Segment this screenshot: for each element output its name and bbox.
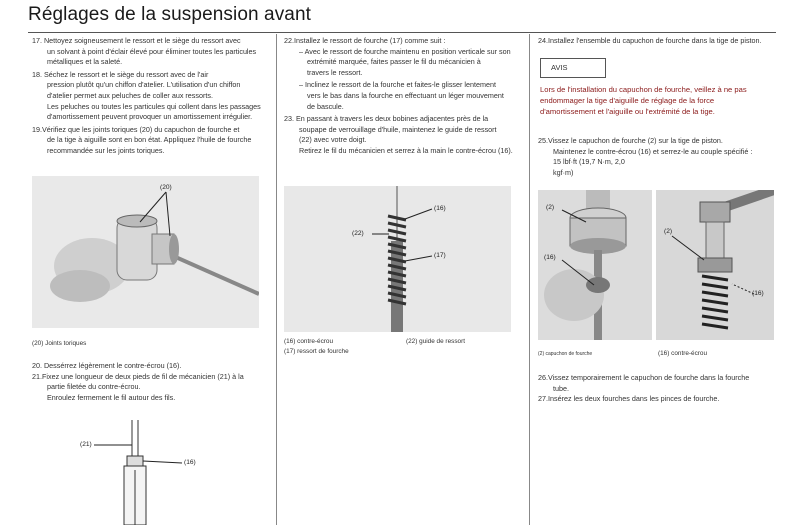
step-26-line-1: 26.Vissez temporairement le capuchon de fourche dans la fourche <box>538 373 750 382</box>
column-divider-2 <box>529 34 530 525</box>
step-22: 22.Installez le ressort de fourche (17) comme suit : <box>284 36 446 45</box>
warning-text <box>540 84 760 117</box>
title-rule <box>28 32 776 33</box>
step-21-line-2: partie filetée du contre-écrou. <box>47 382 141 392</box>
bullet-1-line-2: extrémité marquée, faites passer le fil du mécanicien à <box>307 57 481 67</box>
step-18-line-2: pression plutôt qu'un chiffon d'atelier. L'utilisation d'un chiffon <box>47 80 241 90</box>
step-19-line-3: recommandée sur les joints toriques. <box>47 145 165 155</box>
bullet-2-line-3: de bascule. <box>307 101 344 111</box>
fig3-label-17: (17) <box>434 252 446 259</box>
warning-line-1: Lors de l'installation du capuchon de fourche, veillez à ne pas <box>540 85 747 94</box>
fig4a-label-16: (16) <box>544 254 556 261</box>
fig4b-label-2: (2) <box>664 228 673 235</box>
fig3-caption-22: (22) guide de ressort <box>406 338 465 345</box>
fig4a-label-2: (2) <box>546 204 555 211</box>
figure-fork-cap <box>538 190 652 340</box>
column-divider-1 <box>276 34 277 525</box>
step-21-line-1: 21.Fixez une longueur de deux pieds de fil de mécanicien (21) à la <box>32 371 244 381</box>
fig1-label-20: (20) <box>160 184 172 191</box>
figure-torque-wrench <box>656 190 774 340</box>
bullet-1-line-1: – Avec le ressort de fourche maintenu en position verticale sur son <box>299 46 511 56</box>
step-17-line-3: métalliques et la saleté. <box>47 57 123 67</box>
spring-illustration <box>284 186 511 332</box>
step-17-line-2: un solvant à point d'éclair élevé pour éliminer toutes les particules <box>47 46 257 56</box>
o-ring-illustration <box>32 176 259 328</box>
step-18-line-1: 18. Séchez le ressort et le siège du ressort avec de l'air <box>32 69 209 79</box>
step-25-line-3: 15 lbf·ft (19,7 N·m, 2,0 <box>553 157 625 167</box>
step-25-line-4: kgf·m) <box>553 167 574 177</box>
col1-text-top <box>32 36 272 157</box>
fig4-caption-16: (16) contre-écrou <box>658 350 708 357</box>
step-25-line-2: Maintenez le contre-écrou (16) et serrez-le au couple spécifié : <box>553 146 753 156</box>
wire-illustration <box>32 420 259 525</box>
step-21-line-3: Enroulez fermement le fil autour des fils. <box>47 392 176 402</box>
fork-cap-illustration <box>538 190 652 340</box>
warning-line-2: endommager la tige d'aiguille de réglage de la force <box>540 96 715 105</box>
step-20: 20. Dessérrez légèrement le contre-écrou (16). <box>32 361 182 370</box>
step-27: 27.Insérez les deux fourches dans les pinces de fourche. <box>538 394 720 404</box>
fig1-caption: (20) Joints toriques <box>32 340 87 347</box>
fig3-label-22: (22) <box>352 230 364 237</box>
step-18-line-3: d'atelier permet aux peluches de coller aux ressorts. <box>47 90 213 100</box>
step-23-line-4: Retirez le fil du mécanicien et serrez à la main le contre-écrou (16). <box>299 145 513 155</box>
step-26-line-2: tube. <box>553 383 569 393</box>
step-19-line-2: de la tige à aiguille sont en bon état. Appliquez l'huile de fourche <box>47 135 252 145</box>
col2-text <box>284 36 524 157</box>
step-23-line-3: (22) avec votre doigt. <box>299 135 367 145</box>
fig3-caption-17: (17) ressort de fourche <box>284 348 349 355</box>
step-19-line-1: 19.Vérifiez que les joints toriques (20) du capuchon de fourche et <box>32 124 240 134</box>
step-18-line-5: d'amortissement peuvent provoquer un amortissement irrégulier. <box>47 112 253 122</box>
step-25-line-1: 25.Vissez le capuchon de fourche (2) sur la tige de piston. <box>538 136 723 145</box>
fig3-label-16: (16) <box>434 205 446 212</box>
step-25-block <box>538 136 778 178</box>
bullet-2-line-2: vers le bas dans la fourche en effectuant un léger mouvement <box>307 90 504 100</box>
fig4-caption-2: (2) capuchon de fourche <box>538 351 593 357</box>
bullet-2-line-1: – Inclinez le ressort de la fourche et faites-le glisser lentement <box>299 80 496 90</box>
fig2-label-21: (21) <box>80 441 92 448</box>
figure-o-rings <box>32 176 259 328</box>
col3-text-bottom <box>538 373 778 405</box>
bullet-1-line-3: travers le ressort. <box>307 67 363 77</box>
step-23-line-1: 23. En passant à travers les deux bobines adjacentes près de la <box>284 114 489 124</box>
warning-line-3: d'amortissement et l'aiguille ou l'extrémité de la tige. <box>540 107 715 116</box>
wrench-illustration <box>656 190 774 340</box>
step-24: 24.Installez l'ensemble du capuchon de fourche dans la tige de piston. <box>538 36 762 45</box>
fig4b-label-16: (16) <box>752 290 764 297</box>
fig3-caption-16: (16) contre-écrou <box>284 338 334 345</box>
step-18-line-4: Les peluches ou toutes les particules qui collent dans les passages <box>47 101 261 111</box>
step-23-line-2: soupape de verrouillage d'huile, maintenez le guide de ressort <box>299 124 497 134</box>
fig2-label-16: (16) <box>184 459 196 466</box>
step-17-line-1: 17. Nettoyez soigneusement le ressort et le siège du ressort avec <box>32 36 241 45</box>
figure-fork-spring <box>284 186 511 332</box>
figure-mechanic-wire <box>32 420 259 525</box>
avis-box: AVIS <box>540 58 606 78</box>
page-title: Réglages de la suspension avant <box>28 4 312 25</box>
col1-text-bottom <box>32 361 272 403</box>
